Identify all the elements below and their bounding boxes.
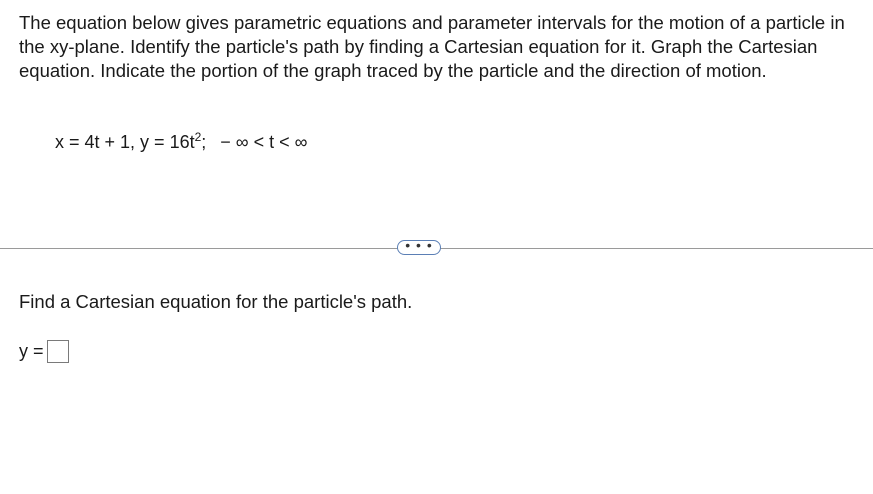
question-prompt: Find a Cartesian equation for the particle's path. <box>19 291 413 312</box>
expand-more-button[interactable] <box>397 236 441 255</box>
equation-main: x = 4t + 1, y = 16t <box>55 132 195 152</box>
equation-exponent: 2 <box>194 130 202 144</box>
answer-input[interactable] <box>47 340 69 363</box>
ellipsis-icon: • • • <box>405 236 433 253</box>
answer-row <box>19 339 69 363</box>
equation-semicolon: ; <box>201 132 207 152</box>
problem-statement: The equation below gives parametric equations and parameter intervals for the motion of a particle in the xy-plane. Identify the particle's path by finding a Cartesian equation for it. Graph the Cartesian equation. Indicate the portion of the graph traced by the particle and the direction of motion. <box>19 12 845 81</box>
parametric-equation <box>55 130 308 154</box>
parameter-interval: − ∞ < t < ∞ <box>220 132 308 152</box>
answer-prefix: y = <box>19 341 44 361</box>
